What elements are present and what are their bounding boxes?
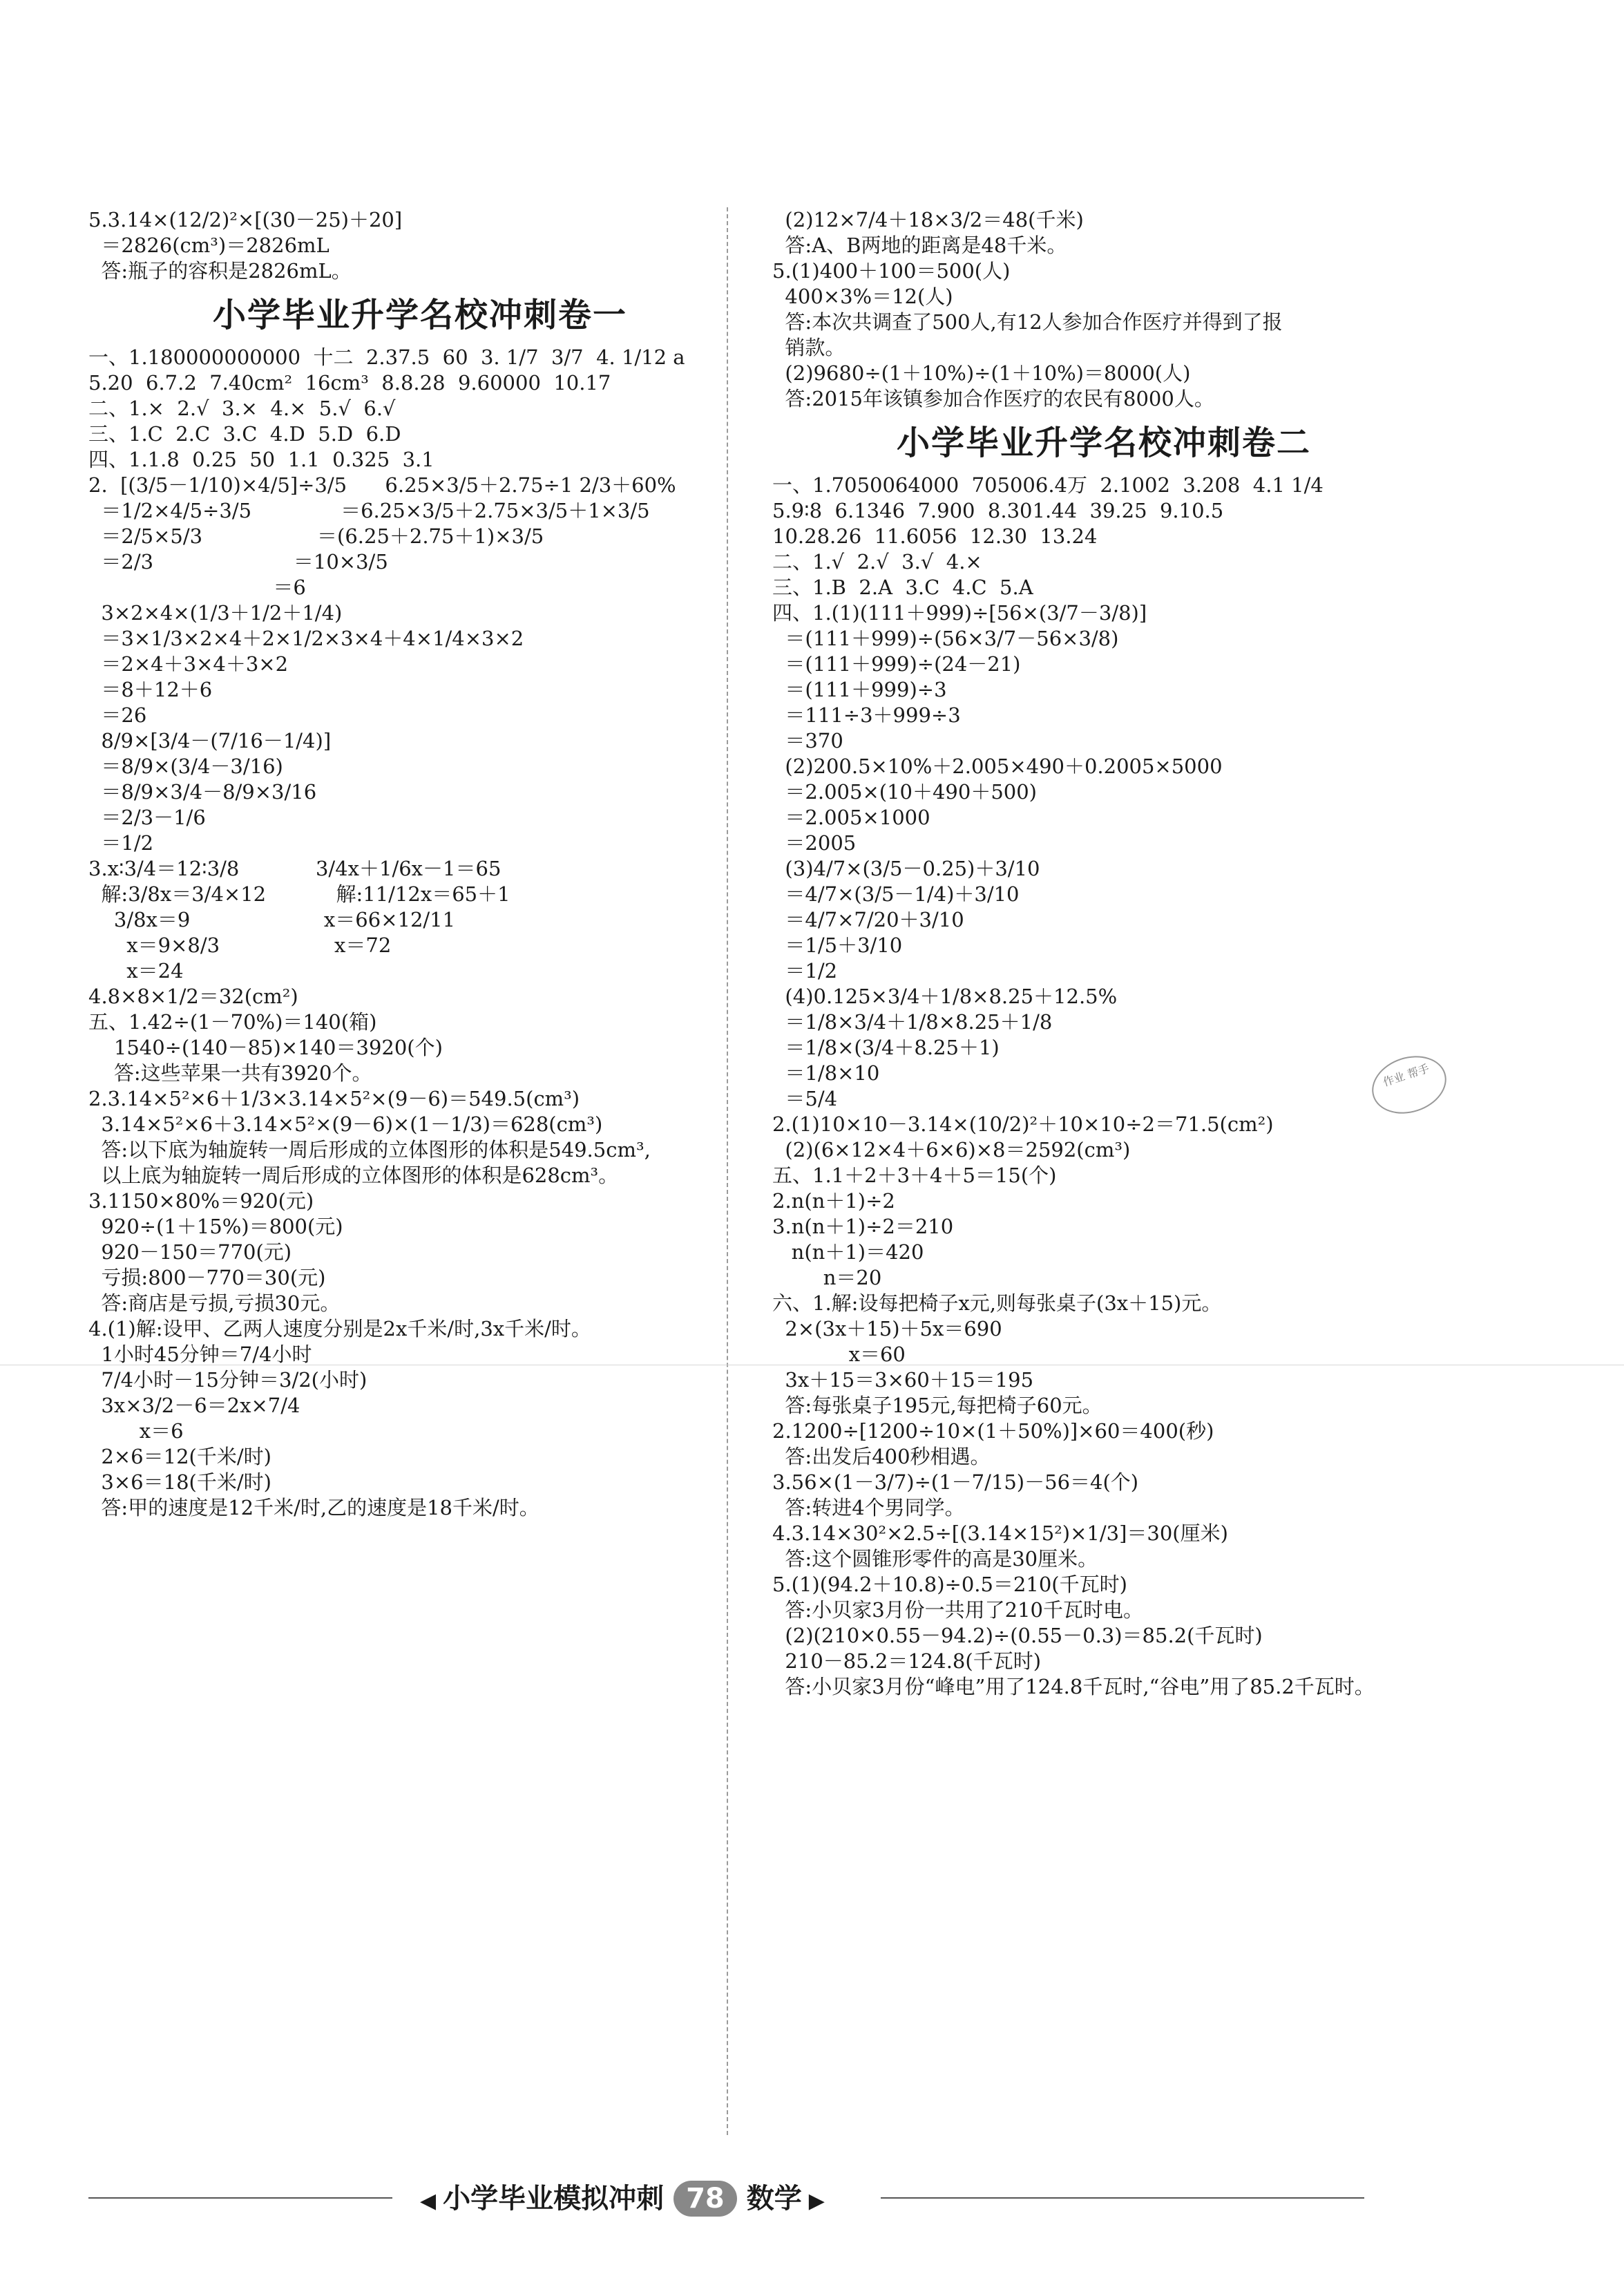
right-answer-line: 3.n(n＋1)÷2＝210 <box>772 1215 954 1238</box>
right-answer-line: 3x＋15＝3×60＋15＝195 <box>772 1368 1034 1392</box>
left-answer-line: 亏损:800－770＝30(元) <box>88 1266 326 1289</box>
right-answer-line: 2.n(n＋1)÷2 <box>772 1189 895 1213</box>
footer-series: 小学毕业模拟冲刺 <box>443 2183 665 2215</box>
right-intro-line: 400×3%＝12(人) <box>772 285 953 308</box>
right-intro-line: 5.(1)400＋100＝500(人) <box>772 259 1011 283</box>
right-intro-line: 销款。 <box>772 336 846 359</box>
right-answer-line: (2)(6×12×4＋6×6)×8＝2592(cm³) <box>772 1138 1131 1162</box>
right-answer-line: ＝1/5＋3/10 <box>772 933 903 957</box>
right-answer-line: ＝(111＋999)÷3 <box>772 678 947 701</box>
left-intro-line: 5.3.14×(12/2)²×[(30－25)＋20] <box>88 208 403 231</box>
right-answer-line: n(n＋1)＝420 <box>772 1240 924 1264</box>
left-answer-line: 2.3.14×5²×6＋1/3×3.14×5²×(9－6)＝549.5(cm³) <box>88 1087 580 1110</box>
left-answer-line: ＝26 <box>88 703 147 727</box>
left-answer-line: 7/4小时－15分钟＝3/2(小时) <box>88 1368 367 1392</box>
left-answer-line: 3.14×5²×6＋3.14×5²×(9－6)×(1－1/3)＝628(cm³) <box>88 1112 603 1136</box>
right-answer-line: ＝1/8×(3/4＋8.25＋1) <box>772 1036 1000 1059</box>
left-answer-line: ＝8＋12＋6 <box>88 678 213 701</box>
left-answer-line: 五、1.42÷(1－70%)＝140(箱) <box>88 1010 377 1034</box>
right-answer-line: ＝111÷3＋999÷3 <box>772 703 961 727</box>
right-answer-line: 答:小贝家3月份“峰电”用了124.8千瓦时,“谷电”用了85.2千瓦时。 <box>772 1675 1375 1698</box>
left-answer-line: 答:这些苹果一共有3920个。 <box>88 1061 372 1085</box>
left-answer-line: ＝1/2 <box>88 831 154 855</box>
left-answer-line: x＝6 <box>88 1419 184 1443</box>
left-intro-line: 答:瓶子的容积是2826mL。 <box>88 259 352 283</box>
left-answer-lines <box>88 345 752 1521</box>
right-answer-line: ＝(111＋999)÷(24－21) <box>772 652 1021 676</box>
left-column <box>88 207 752 1521</box>
right-answer-line: ＝2005 <box>772 831 857 855</box>
left-answer-line: ＝6 <box>88 576 306 599</box>
left-answer-line: 以上底为轴旋转一周后形成的立体图形的体积是628cm³。 <box>88 1164 619 1187</box>
right-answer-line: 5.(1)(94.2＋10.8)÷0.5＝210(千瓦时) <box>772 1573 1127 1596</box>
right-intro-line: (2)9680÷(1＋10%)÷(1＋10%)＝8000(人) <box>772 361 1191 385</box>
right-intro-line: 答:本次共调查了500人,有12人参加合作医疗并得到了报 <box>772 310 1283 334</box>
right-answer-line: 3.56×(1－3/7)÷(1－7/15)－56＝4(个) <box>772 1470 1139 1494</box>
right-answer-line: ＝1/2 <box>772 959 838 983</box>
right-answer-line: 答:转进4个男同学。 <box>772 1496 965 1519</box>
right-answer-line: (3)4/7×(3/5－0.25)＋3/10 <box>772 857 1040 880</box>
left-answer-line: 二、1.× 2.√ 3.× 4.× 5.√ 6.√ <box>88 397 396 420</box>
right-answer-line: 四、1.(1)(111＋999)÷[56×(3/7－3/8)] <box>772 601 1147 625</box>
left-answer-line: 3×6＝18(千米/时) <box>88 1470 271 1494</box>
footer-label <box>413 2181 832 2219</box>
right-answer-line: 答:小贝家3月份一共用了210千瓦时电。 <box>772 1598 1144 1622</box>
right-answer-line: 五、1.1＋2＋3＋4＋5＝15(个) <box>772 1164 1057 1187</box>
left-answer-line: ＝2/3－1/6 <box>88 806 206 829</box>
right-answer-line: ＝2.005×1000 <box>772 806 930 829</box>
page-number: 78 <box>674 2181 737 2217</box>
right-answer-line: ＝370 <box>772 729 843 752</box>
right-answer-line: 三、1.B 2.A 3.C 4.C 5.A <box>772 576 1033 599</box>
right-answer-line: x＝60 <box>772 1343 906 1366</box>
right-intro-line: 答:2015年该镇参加合作医疗的农民有8000人。 <box>772 387 1214 410</box>
right-answer-line: 5.9∶8 6.1346 7.900 8.301.44 39.25 9.10.5 <box>772 499 1224 522</box>
right-intro-block <box>772 207 1435 412</box>
right-answer-line: 2.1200÷[1200÷10×(1＋50%)]×60＝400(秒) <box>772 1419 1214 1443</box>
left-answer-line: 3×2×4×(1/3＋1/2＋1/4) <box>88 601 343 625</box>
right-answer-line: (2)(210×0.55－94.2)÷(0.55－0.3)＝85.2(千瓦时) <box>772 1624 1263 1647</box>
left-answer-line: 2. [(3/5－1/10)×4/5]÷3/5 6.25×3/5＋2.75÷1 2/3＋60% <box>88 473 676 497</box>
right-answer-line: 210－85.2＝124.8(千瓦时) <box>772 1649 1042 1673</box>
right-answer-line: 二、1.√ 2.√ 3.√ 4.× <box>772 550 982 573</box>
right-answer-line: 六、1.解:设每把椅子x元,则每张桌子(3x＋15)元。 <box>772 1291 1222 1315</box>
left-answer-line: ＝8/9×(3/4－3/16) <box>88 755 283 778</box>
right-answer-line: ＝4/7×(3/5－1/4)＋3/10 <box>772 882 1020 906</box>
column-divider <box>727 207 728 2135</box>
right-answer-line: 答:出发后400秒相遇。 <box>772 1445 991 1468</box>
left-answer-line: ＝2/5×5/3 ＝(6.25＋2.75＋1)×3/5 <box>88 524 544 548</box>
right-answer-lines <box>772 473 1435 1700</box>
right-intro-line: (2)12×7/4＋18×3/2＝48(千米) <box>772 208 1084 231</box>
right-answer-line: 10.28.26 11.6056 12.30 13.24 <box>772 524 1098 548</box>
right-answer-line: ＝4/7×7/20＋3/10 <box>772 908 964 931</box>
left-answer-line: ＝2×4＋3×4＋3×2 <box>88 652 289 676</box>
right-answer-line: ＝1/8×10 <box>772 1061 880 1085</box>
left-answer-line: 3/8x＝9 x＝66×12/11 <box>88 908 456 931</box>
left-answer-line: ＝3×1/3×2×4＋2×1/2×3×4＋4×1/4×3×2 <box>88 627 524 650</box>
right-answer-line: 答:这个圆锥形零件的高是30厘米。 <box>772 1547 1098 1571</box>
right-answer-line: ＝5/4 <box>772 1087 838 1110</box>
page-footer <box>0 2177 1624 2221</box>
left-answer-line: 四、1.1.8 0.25 50 1.1 0.325 3.1 <box>88 448 434 471</box>
left-answer-line: 4.8×8×1/2＝32(cm²) <box>88 985 298 1008</box>
footer-subject: 数学 <box>746 2183 802 2215</box>
left-answer-line: 3.1150×80%＝920(元) <box>88 1189 314 1213</box>
left-answer-line: 920÷(1＋15%)＝800(元) <box>88 1215 343 1238</box>
left-answer-line: x＝24 <box>88 959 184 983</box>
right-answer-line: ＝(111＋999)÷(56×3/7－56×3/8) <box>772 627 1119 650</box>
right-answer-line: 2×(3x＋15)＋5x＝690 <box>772 1317 1002 1340</box>
left-answer-line: ＝2/3 ＝10×3/5 <box>88 550 388 573</box>
left-answer-line: 3.x∶3/4＝12∶3/8 3/4x＋1/6x－1＝65 <box>88 857 501 880</box>
left-intro-block <box>88 207 752 284</box>
left-answer-line: 4.(1)解:设甲、乙两人速度分别是2x千米/时,3x千米/时。 <box>88 1317 591 1340</box>
left-answer-line: 一、1.180000000000 十二 2.37.5 60 3. 1/7 3/7 4. 1/12 a <box>88 345 685 369</box>
right-answer-line: 2.(1)10×10－3.14×(10/2)²＋10×10÷2＝71.5(cm²) <box>772 1112 1274 1136</box>
right-answer-line: (4)0.125×3/4＋1/8×8.25＋12.5% <box>772 985 1118 1008</box>
right-arrow-icon: ▶ <box>808 2189 825 2213</box>
right-answer-line: (2)200.5×10%＋2.005×490＋0.2005×5000 <box>772 755 1223 778</box>
footer-rule-right <box>881 2197 1364 2199</box>
left-answer-line: 8/9×[3/4－(7/16－1/4)] <box>88 729 332 752</box>
right-answer-line: 4.3.14×30²×2.5÷[(3.14×15²)×1/3]＝30(厘米) <box>772 1521 1228 1545</box>
left-answer-line: 3x×3/2－6＝2x×7/4 <box>88 1394 300 1417</box>
right-answer-line: ＝2.005×(10＋490＋500) <box>772 780 1037 804</box>
exam-title-2: 小学毕业升学名校冲刺卷二 <box>896 424 1311 462</box>
left-answer-line: 1540÷(140－85)×140＝3920(个) <box>88 1036 443 1059</box>
stamp-text: 作业 帮手 <box>1381 1061 1431 1089</box>
left-answer-line: 答:甲的速度是12千米/时,乙的速度是18千米/时。 <box>88 1496 539 1519</box>
right-column <box>772 207 1435 1700</box>
right-answer-line: ＝1/8×3/4＋1/8×8.25＋1/8 <box>772 1010 1053 1034</box>
right-answer-line: 答:每张桌子195元,每把椅子60元。 <box>772 1394 1102 1417</box>
left-answer-line: 答:商店是亏损,亏损30元。 <box>88 1291 341 1315</box>
right-answer-line: n＝20 <box>772 1266 882 1289</box>
left-answer-line: ＝8/9×3/4－8/9×3/16 <box>88 780 317 804</box>
left-answer-line: x＝9×8/3 x＝72 <box>88 933 392 957</box>
right-intro-line: 答:A、B两地的距离是48千米。 <box>772 234 1067 257</box>
left-answer-line: 2×6＝12(千米/时) <box>88 1445 271 1468</box>
exam-title-1: 小学毕业升学名校冲刺卷一 <box>212 296 627 334</box>
right-answer-line: 一、1.7050064000 705006.4万 2.1002 3.208 4.1 1/4 <box>772 473 1324 497</box>
left-arrow-icon: ◀ <box>420 2189 437 2213</box>
left-answer-line: 答:以下底为轴旋转一周后形成的立体图形的体积是549.5cm³, <box>88 1138 651 1162</box>
left-answer-line: 5.20 6.7.2 7.40cm² 16cm³ 8.8.28 9.60000 10.17 <box>88 371 611 395</box>
left-answer-line: 1小时45分钟＝7/4小时 <box>88 1343 312 1366</box>
left-answer-line: 解:3/8x＝3/4×12 解:11/12x＝65＋1 <box>88 882 510 906</box>
footer-rule-left <box>88 2197 392 2199</box>
left-answer-line: 920－150＝770(元) <box>88 1240 292 1264</box>
left-answer-line: 三、1.C 2.C 3.C 4.D 5.D 6.D <box>88 422 401 446</box>
left-intro-line: ＝2826(cm³)＝2826mL <box>88 234 329 257</box>
left-answer-line: ＝1/2×4/5÷3/5 ＝6.25×3/5＋2.75×3/5＋1×3/5 <box>88 499 650 522</box>
